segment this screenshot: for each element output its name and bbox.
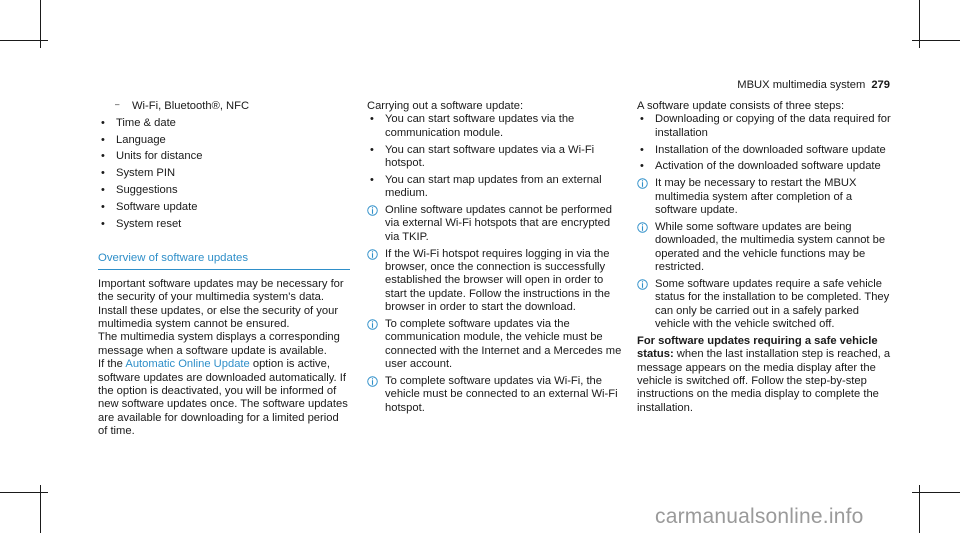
note: [367, 248, 625, 315]
note: [637, 177, 895, 217]
note: [637, 278, 895, 332]
automatic-online-update-link[interactable]: Automatic Online Update: [125, 358, 250, 371]
update-methods-list: [367, 113, 625, 200]
sub-list-item: – Wi-Fi, Bluetooth®, NFC: [98, 100, 350, 113]
paragraph-text: when the last installation step is reached, a message appears on the media display after the vehicle is switched off. Follow the step-by-step instructions on the media display to complete the installation.: [637, 348, 891, 414]
update-steps-list: [637, 113, 895, 173]
list-item: • You can start software updates via a Wi-Fi hotspot.: [367, 144, 625, 171]
note-text: To complete software updates via the communication module, the vehicle must be connected with the Internet and a Mercedes me user account.: [385, 318, 622, 371]
note: [367, 318, 625, 372]
list-item: • Software update: [98, 201, 350, 214]
note-text: While some software updates are being downloaded, the multimedia system cannot be operated and the vehicle functions may be restricted.: [655, 220, 886, 274]
info-icon: [637, 279, 648, 290]
left-column: [98, 100, 350, 439]
bold-lead: For software updates requiring a safe vehicle status:: [637, 334, 878, 361]
info-icon: [367, 249, 378, 260]
note: [637, 221, 895, 275]
paragraph: A software update consists of three steps:: [637, 100, 845, 112]
page-number: 279: [871, 79, 890, 91]
list-item: • Downloading or copying of the data required for installation: [637, 113, 895, 140]
list-item: • Units for distance: [98, 150, 350, 163]
sub-list: [98, 100, 350, 113]
paragraph: [98, 358, 350, 438]
crop-mark-br-h: [912, 492, 960, 493]
list-item: • System PIN: [98, 167, 350, 180]
right-column: [637, 100, 895, 415]
note-text: Some software updates require a safe vehicle status for the installation to be completed. They can only be carried out in a safely parked vehicle with the vehicle switched off.: [655, 277, 890, 331]
note-text: If the Wi-Fi hotspot requires logging in via the browser, once the connection is successfully established the browser will open in order to start the update. Follow the instructions in the browser in order to start the download.: [385, 247, 611, 314]
middle-column: [367, 100, 625, 419]
note: [367, 204, 625, 244]
info-icon: [367, 319, 378, 330]
list-item: • Installation of the downloaded software update: [637, 144, 895, 157]
settings-list: [98, 117, 350, 231]
note-text: It may be necessary to restart the MBUX multimedia system after completion of a software update.: [655, 177, 857, 217]
paragraph: Important software updates may be necessary for the security of your multimedia system's data. Install these updates, or else the security of your multimedia system cannot be ensured.: [98, 277, 344, 330]
list-item: • System reset: [98, 218, 350, 231]
info-icon: [367, 205, 378, 216]
running-header: [737, 78, 890, 92]
paragraph: Carrying out a software update:: [367, 100, 524, 112]
header-title: MBUX multimedia system: [737, 79, 866, 91]
list-item: • Activation of the downloaded software update: [637, 160, 895, 173]
crop-mark-bl-h: [0, 492, 48, 493]
note-text: To complete software updates via Wi-Fi, the vehicle must be connected to an external Wi-Fi hotspot.: [385, 375, 618, 414]
info-icon: [367, 376, 378, 387]
paragraph: [637, 335, 895, 415]
list-item: • You can start software updates via the communication module.: [367, 113, 625, 140]
paragraph: The multimedia system displays a corresponding message when a software update is available.: [98, 331, 340, 357]
info-icon: [637, 222, 648, 233]
list-item: • Suggestions: [98, 184, 350, 197]
list-item: • Language: [98, 134, 350, 147]
list-item: • You can start map updates from an external medium.: [367, 174, 625, 201]
note: [367, 375, 625, 415]
watermark: carmanualsonline.info: [655, 505, 864, 528]
info-icon: [637, 178, 648, 189]
note-text: Online software updates cannot be performed via external Wi-Fi hotspots that are encrypted via TKIP.: [385, 204, 612, 243]
list-item: • Time & date: [98, 117, 350, 130]
crop-mark-tl-h: [0, 40, 48, 41]
section-heading: Overview of software updates: [98, 252, 350, 269]
crop-mark-tr-h: [912, 40, 960, 41]
paragraph-text: If the: [98, 358, 126, 371]
paragraph-text: option is active, software updates are downloaded automatically. If the option is deactivated, you will be informed of new software updates once. The software updates are available for downloading for a limited period of time.: [98, 358, 348, 438]
